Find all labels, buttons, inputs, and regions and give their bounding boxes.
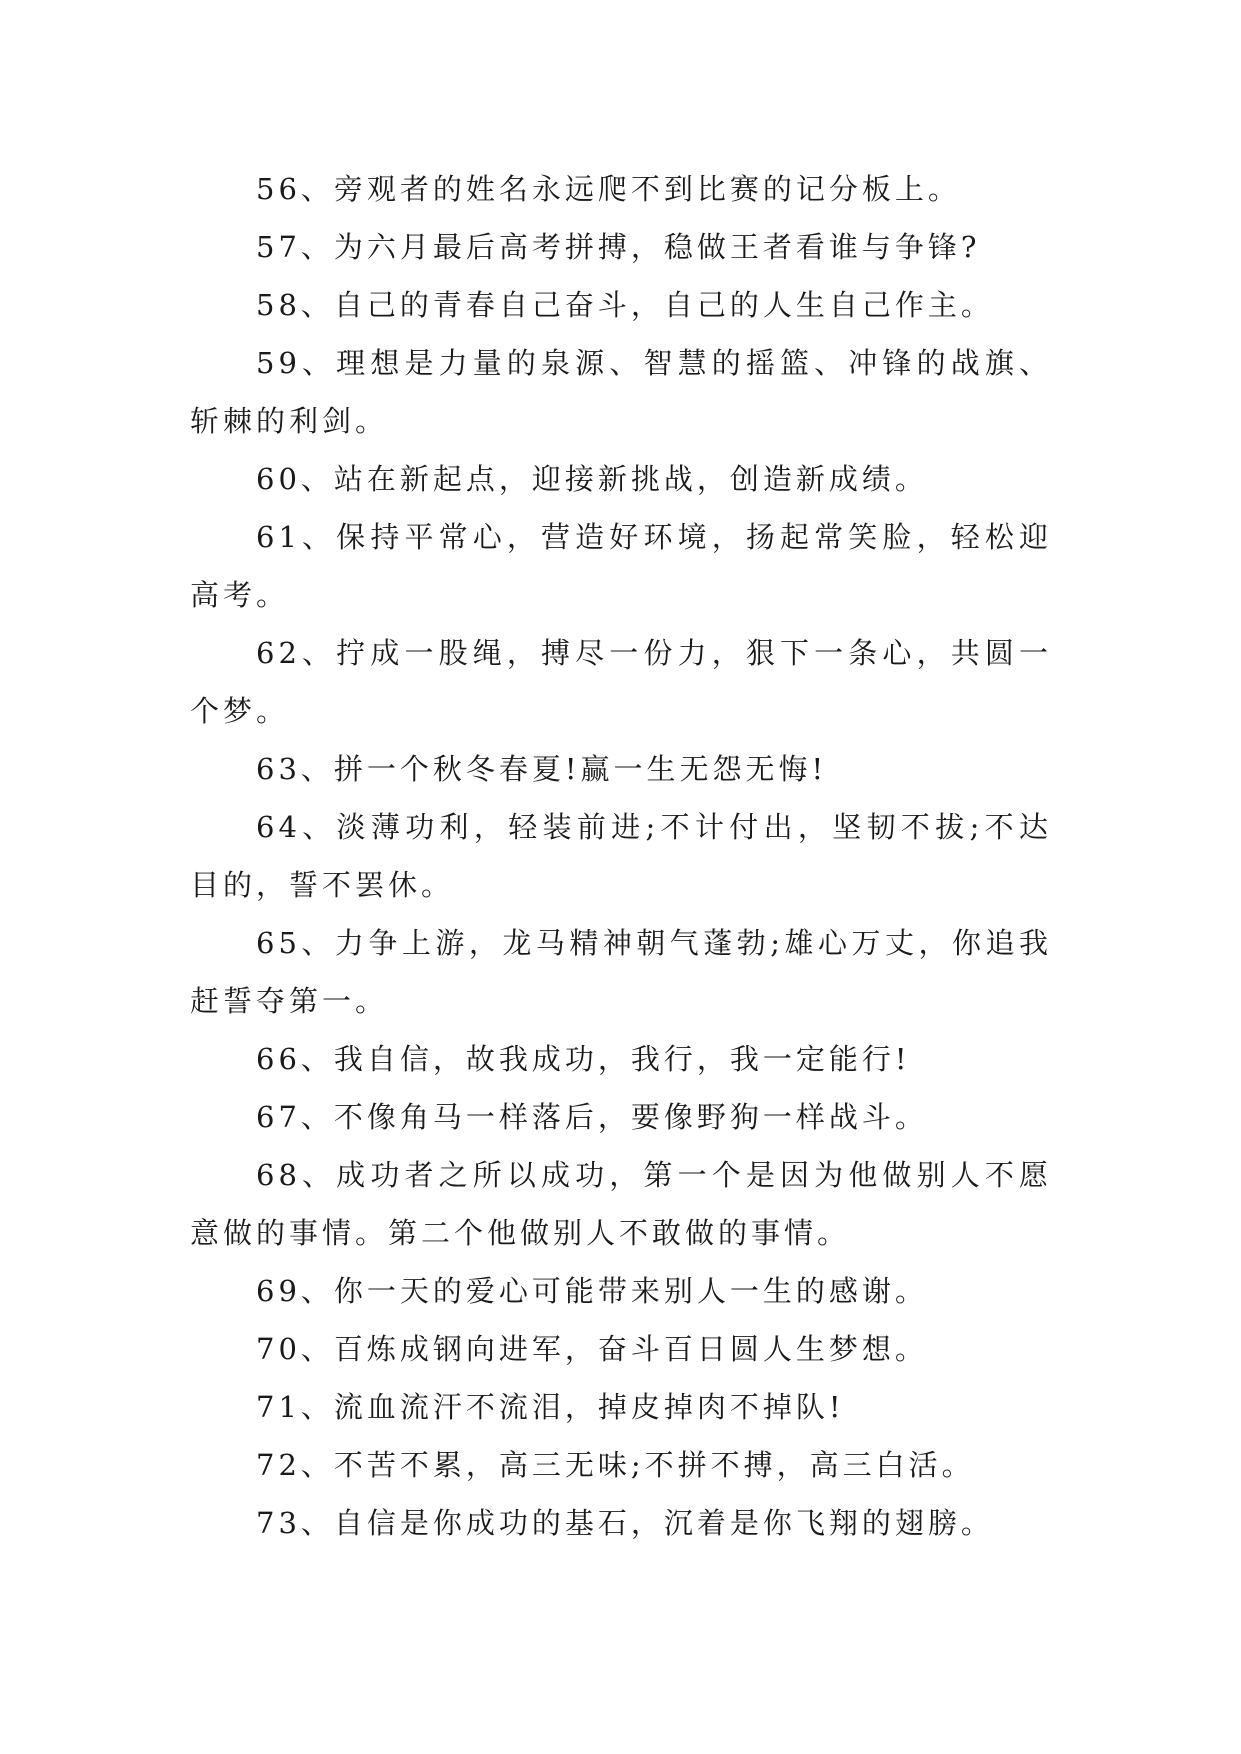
paragraph-66: 66、我自信，故我成功，我行，我一定能行! <box>256 1042 911 1076</box>
paragraph-67: 67、不像角马一样落后，要像野狗一样战斗。 <box>256 1100 928 1134</box>
paragraph-71: 71、流血流汗不流泪，掉皮掉肉不掉队! <box>256 1390 845 1424</box>
document-body <box>190 160 1052 1552</box>
paragraph-68: 68、成功者之所以成功，第一个是因为他做别人不愿意做的事情。第二个他做别人不敢做的事情。 <box>190 1158 1052 1250</box>
paragraph-56: 56、旁观者的姓名永远爬不到比赛的记分板上。 <box>256 172 961 206</box>
paragraph-65: 65、力争上游，龙马精神朝气蓬勃;雄心万丈，你追我赶誓夺第一。 <box>190 926 1052 1018</box>
paragraph-70: 70、百炼成钢向进军，奋斗百日圆人生梦想。 <box>256 1332 928 1366</box>
paragraph-69: 69、你一天的爱心可能带来别人一生的感谢。 <box>256 1274 928 1308</box>
paragraph-62: 62、拧成一股绳，搏尽一份力，狠下一条心，共圆一个梦。 <box>190 636 1052 728</box>
paragraph-63: 63、拼一个秋冬春夏!赢一生无怨无悔! <box>256 752 828 786</box>
paragraph-59: 59、理想是力量的泉源、智慧的摇篮、冲锋的战旗、斩棘的利剑。 <box>190 346 1052 438</box>
paragraph-72: 72、不苦不累，高三无味;不拼不搏，高三白活。 <box>256 1448 975 1482</box>
paragraph-60: 60、站在新起点，迎接新挑战，创造新成绩。 <box>256 462 928 496</box>
paragraph-57: 57、为六月最后高考拼搏，稳做王者看谁与争锋? <box>256 230 981 264</box>
paragraph-64: 64、淡薄功利，轻装前进;不计付出，坚韧不拔;不达目的，誓不罢休。 <box>190 810 1052 902</box>
paragraph-61: 61、保持平常心，营造好环境，扬起常笑脸，轻松迎高考。 <box>190 520 1052 612</box>
paragraph-58: 58、自己的青春自己奋斗，自己的人生自己作主。 <box>256 288 994 322</box>
paragraph-73: 73、自信是你成功的基石，沉着是你飞翔的翅膀。 <box>256 1506 994 1540</box>
